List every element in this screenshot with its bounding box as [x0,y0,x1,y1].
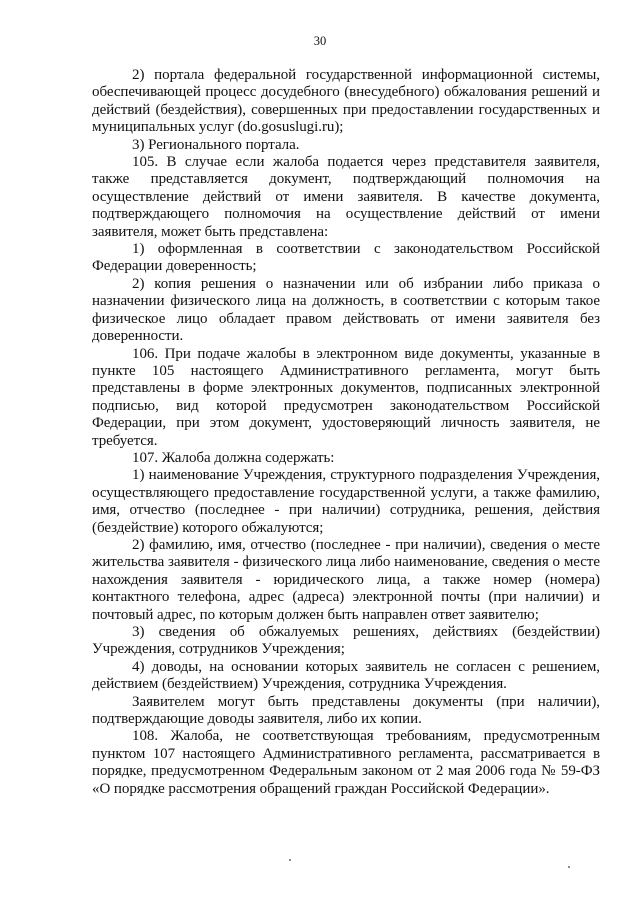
paragraph-108-nonconforming-complaint: 108. Жалоба, не соответствующая требованиям, предусмотренным пунктом 107 настоящего Административного регламента, рассматривается в порядке, предусмотренном Федеральным законом от 2 мая 2006 года № 59-ФЗ «О порядке рассмотрения обращений граждан Российской Федерации». [92,728,600,797]
scan-speck [289,859,291,861]
paragraph-supporting-documents: Заявителем могут быть представлены документы (при наличии), подтверждающие доводы заявителя, либо их копии. [92,693,600,728]
paragraph-107-complaint-contents: 107. Жалоба должна содержать: [132,449,335,466]
paragraph-portal-federal-system: 2) портала федеральной государственной информационной системы, обеспечивающей процесс досудебного (внесудебного) обжалования решений и действий (бездействия), совершенных при предоставлении государственных и муниципальных услуг (do.gosuslugi.ru); [92,67,600,136]
paragraph-106-electronic-complaint: 106. При подаче жалобы в электронном виде документы, указанные в пункте 105 настоящего Административного регламента, могут быть представлены в форме электронных документов, подписанных электронной подписью, вид которой предусмотрен законодательством Российской Федерации, при этом документ, удостоверяющий личность заявителя, не требуется. [92,345,600,449]
page-number: 30 [313,34,327,48]
paragraph-107-item-2-applicant-details: 2) фамилию, имя, отчество (последнее - при наличии), сведения о месте жительства заявителя - физического лица либо наименование, сведения о месте нахождения заявителя - юридического лица, а также номер (номера) контактного телефона, адрес (адреса) электронной почты (при наличии) и почтовый адрес, по которым должен быть направлен ответ заявителю; [92,536,600,623]
paragraph-107-item-4-arguments: 4) доводы, на основании которых заявитель не согласен с решением, действием (бездействием) Учреждения, сотрудника Учреждения. [92,658,600,693]
paragraph-107-item-3-appealed-decisions: 3) сведения об обжалуемых решениях, действиях (бездействии) Учреждения, сотрудников Учреждения; [92,624,600,658]
paragraph-107-item-1-institution-name: 1) наименование Учреждения, структурного подразделения Учреждения, осуществляющего предоставление государственной услуги, а также фамилию, имя, отчество (последнее - при наличии) сотрудника, решения, действия (бездействие) которого обжалуются; [92,467,600,536]
paragraph-regional-portal: 3) Регионального портала. [132,136,300,153]
paragraph-105-item-2-appointment-order: 2) копия решения о назначении или об избрании либо приказа о назначении физического лица на должность, в соответствии с которым такое физическое лицо обладает правом действовать от имени заявителя без доверенности. [92,275,600,345]
paragraph-105-representative: 105. В случае если жалоба подается через представителя заявителя, также представляется документ, подтверждающий полномочия на осуществление действий от имени заявителя. В качестве документа, подтверждающего полномочия на осуществление действий от имени заявителя, может быть представлена: [92,154,600,240]
scan-speck [568,866,570,868]
document-body [92,67,600,798]
paragraph-105-item-1-power-of-attorney: 1) оформленная в соответствии с законодательством Российской Федерации доверенность; [92,241,600,275]
